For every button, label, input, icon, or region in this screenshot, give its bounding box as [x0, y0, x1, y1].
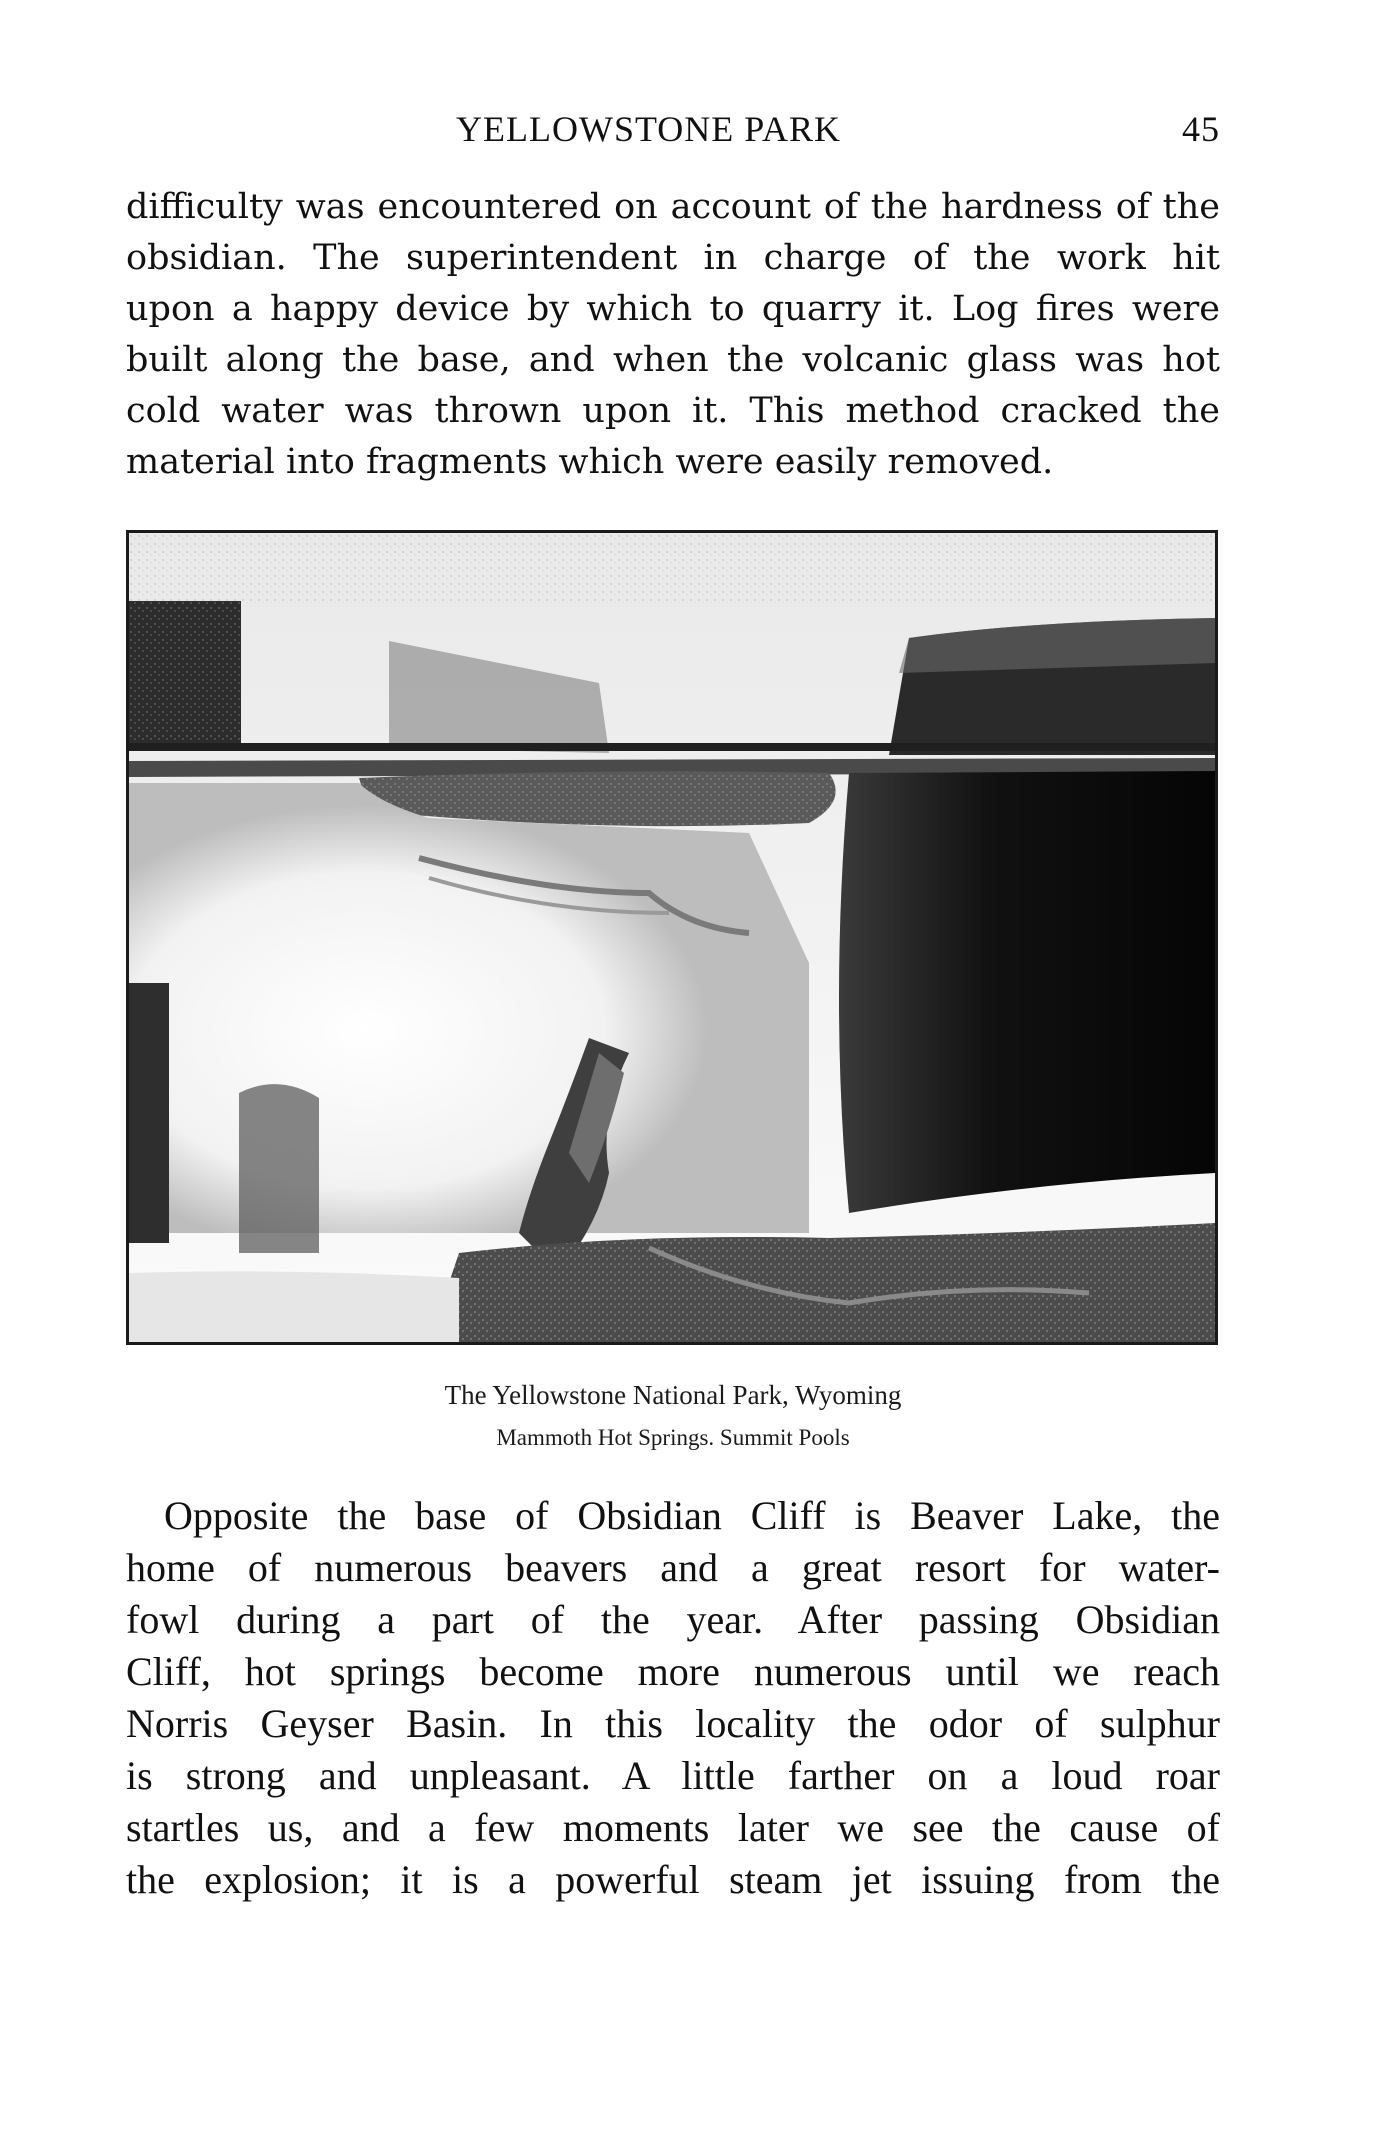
figure-caption-subtitle: Mammoth Hot Springs. Summit Pools	[496, 1425, 850, 1450]
text-line: upon a happy device by which to quarry it. Log fires were	[126, 289, 1220, 329]
text-line: obsidian. The superintendent in charge of the work hit	[126, 238, 1220, 278]
text-line: cold water was thrown upon it. This method cracked the	[126, 391, 1220, 431]
photograph-summit-pools	[126, 530, 1218, 1345]
running-head	[126, 108, 1220, 158]
text-line: material into fragments which were easily removed.	[126, 442, 1054, 482]
text-line: difficulty was encountered on account of the hardness of the	[126, 187, 1220, 227]
text-line: is strong and unpleasant. A little farther on a loud roar	[126, 1753, 1220, 1798]
text-line: Norris Geyser Basin. In this locality the odor of sulphur	[126, 1701, 1220, 1746]
text-line: the explosion; it is a powerful steam jet issuing from the	[126, 1857, 1220, 1902]
text-line: fowl during a part of the year. After passing Obsidian	[126, 1597, 1220, 1642]
page-number: 45	[1182, 109, 1220, 149]
text-line: home of numerous beavers and a great resort for water-	[126, 1545, 1220, 1590]
running-head-title: YELLOWSTONE PARK	[456, 109, 842, 149]
text-line: Cliff, hot springs become more numerous until we reach	[126, 1649, 1220, 1694]
figure-caption-title: The Yellowstone National Park, Wyoming	[444, 1380, 902, 1410]
text-line: startles us, and a few moments later we see the cause of	[126, 1805, 1220, 1850]
photograph-illustration	[129, 533, 1215, 1342]
paragraph-top	[126, 182, 1220, 488]
text-line: built along the base, and when the volcanic glass was hot	[126, 340, 1220, 380]
paragraph-bottom	[126, 1490, 1220, 1906]
text-line: Opposite the base of Obsidian Cliff is Beaver Lake, the	[164, 1493, 1220, 1538]
